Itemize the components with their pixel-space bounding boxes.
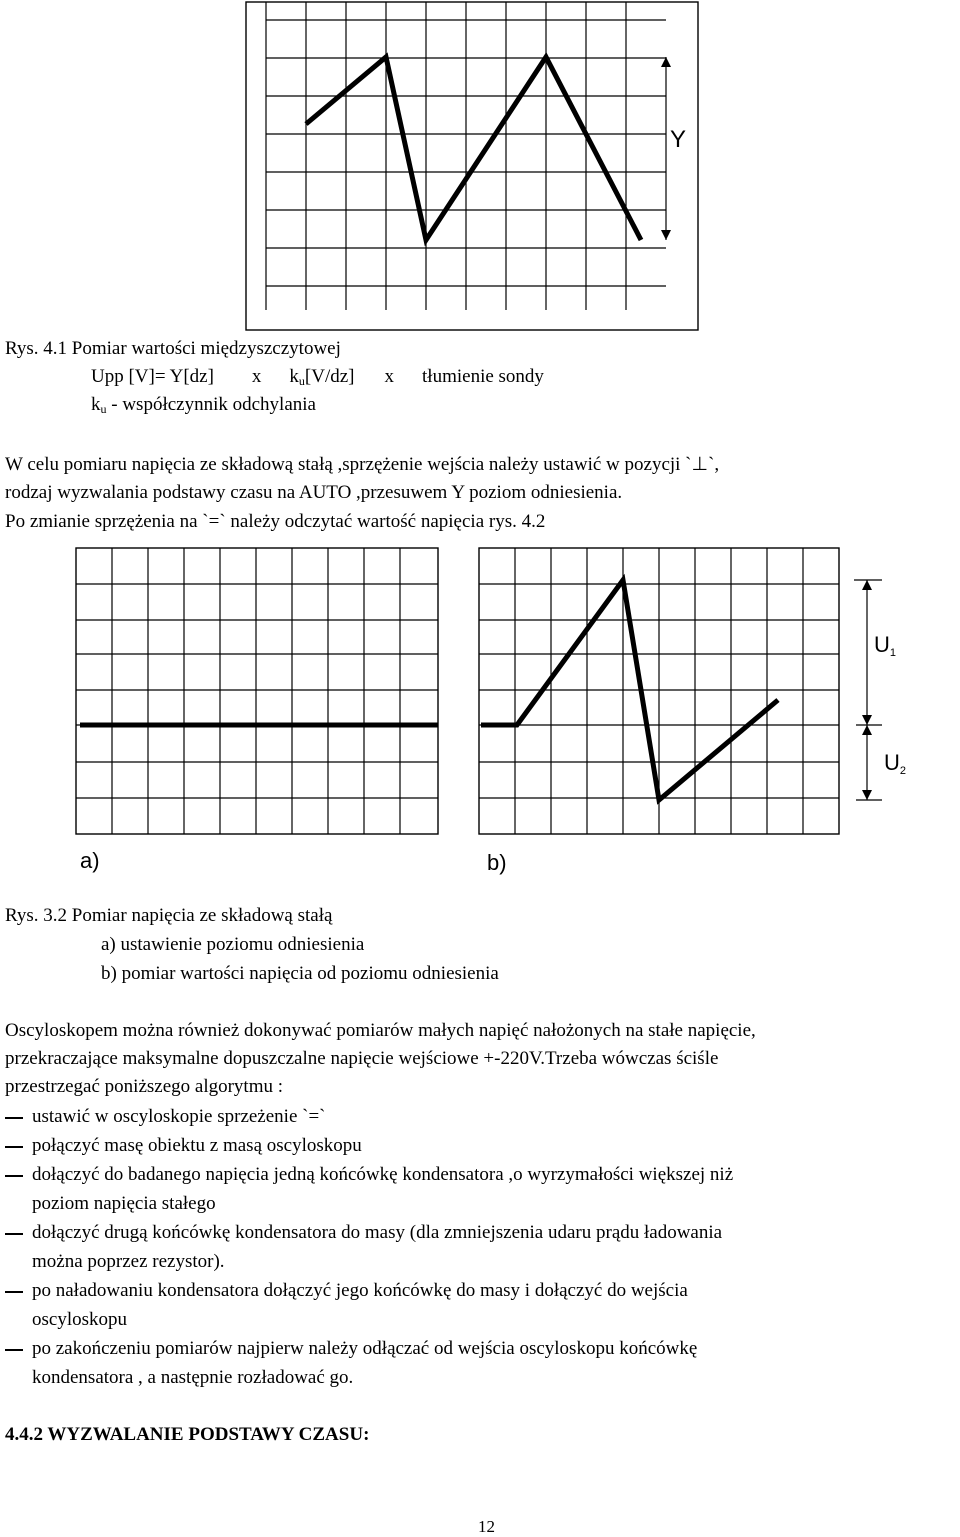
- u2-label: $U_2$: [884, 750, 907, 777]
- list-item: połączyć masę obiektu z masą oscyloskopu: [32, 1135, 362, 1156]
- paragraph2-line1: Oscyloskopem można również dokonywać pomiarów małych napięć nałożonych na stałe napięcie,: [5, 1020, 756, 1041]
- list-dash: [5, 1291, 23, 1293]
- panel-a: [76, 548, 438, 834]
- list-item: ustawić w oscyloskopie sprzeżenie `=`: [32, 1106, 326, 1127]
- list-item-continuation: kondensatora , a następnie rozładować go.: [32, 1367, 354, 1388]
- list-item: dołączyć do badanego napięcia jedną końcówkę kondensatora ,o wyrzymałości większej niż: [32, 1164, 734, 1185]
- caption1-coefficient: $k_u$ - współczynnik odchylania: [91, 394, 316, 416]
- panel-b-waveform: [481, 580, 778, 800]
- list-dash: [5, 1146, 23, 1148]
- caption1-formula: Upp [V]= Y[dz] x $k_u[V/dz]$ x tłumienie sondy: [91, 366, 544, 388]
- caption2-item-b: b) pomiar wartości napięcia od poziomu odniesienia: [101, 963, 499, 984]
- paragraph2-line3: przestrzegać poniższego algorytmu :: [5, 1076, 284, 1097]
- figure-peak-to-peak: [0, 0, 960, 340]
- page-number: 12: [478, 1517, 495, 1536]
- figure1-waveform: [306, 57, 641, 240]
- list-item-continuation: poziom napięcia stałego: [32, 1193, 216, 1214]
- paragraph2-line2: przekraczające maksymalne dopuszczalne napięcie wejściowe +-220V.Trzeba wówczas ściśle: [5, 1048, 719, 1069]
- list-dash: [5, 1175, 23, 1177]
- u1-label: $U_1$: [874, 632, 897, 659]
- paragraph1-line3: Po zmianie sprzężenia na `=` należy odczytać wartość napięcia rys. 4.2: [5, 511, 546, 532]
- list-dash: [5, 1233, 23, 1235]
- list-item: po naładowaniu kondensatora dołączyć jego końcówkę do masy i dołączyć do wejścia: [32, 1280, 688, 1301]
- paragraph1-line1: W celu pomiaru napięcia ze składową stałą ,sprzężenie wejścia należy ustawić w pozycji `⊥`,: [5, 454, 720, 475]
- paragraph1-line2: rodzaj wyzwalania podstawy czasu na AUTO ,przesuwem Y poziom odniesienia.: [5, 482, 623, 503]
- list-item: po zakończeniu pomiarów najpierw należy odłączać od wejścia oscyloskopu końcówkę: [32, 1338, 698, 1359]
- caption1-title: Rys. 4.1 Pomiar wartości międzyszczytowej: [5, 338, 341, 359]
- y-label: Y: [670, 126, 687, 153]
- caption2-title: Rys. 3.2 Pomiar napięcia ze składową stałą: [5, 905, 333, 926]
- figure1-grid: [266, 2, 666, 310]
- section-heading: 4.4.2 WYZWALANIE PODSTAWY CZASU:: [5, 1424, 370, 1445]
- panel-b: [479, 548, 839, 834]
- list-item-continuation: można poprzez rezystor).: [32, 1251, 225, 1272]
- list-dash: [5, 1117, 23, 1119]
- panel-b-label: b): [487, 850, 507, 875]
- panel-a-label: a): [80, 848, 100, 873]
- list-item-continuation: oscyloskopu: [32, 1309, 127, 1330]
- u2-dimension-arrow: [856, 725, 882, 800]
- caption2-item-a: a) ustawienie poziomu odniesienia: [101, 934, 365, 955]
- list-dash: [5, 1349, 23, 1351]
- list-item: dołączyć drugą końcówkę kondensatora do masy (dla zmniejszenia udaru prądu ładowania: [32, 1222, 723, 1243]
